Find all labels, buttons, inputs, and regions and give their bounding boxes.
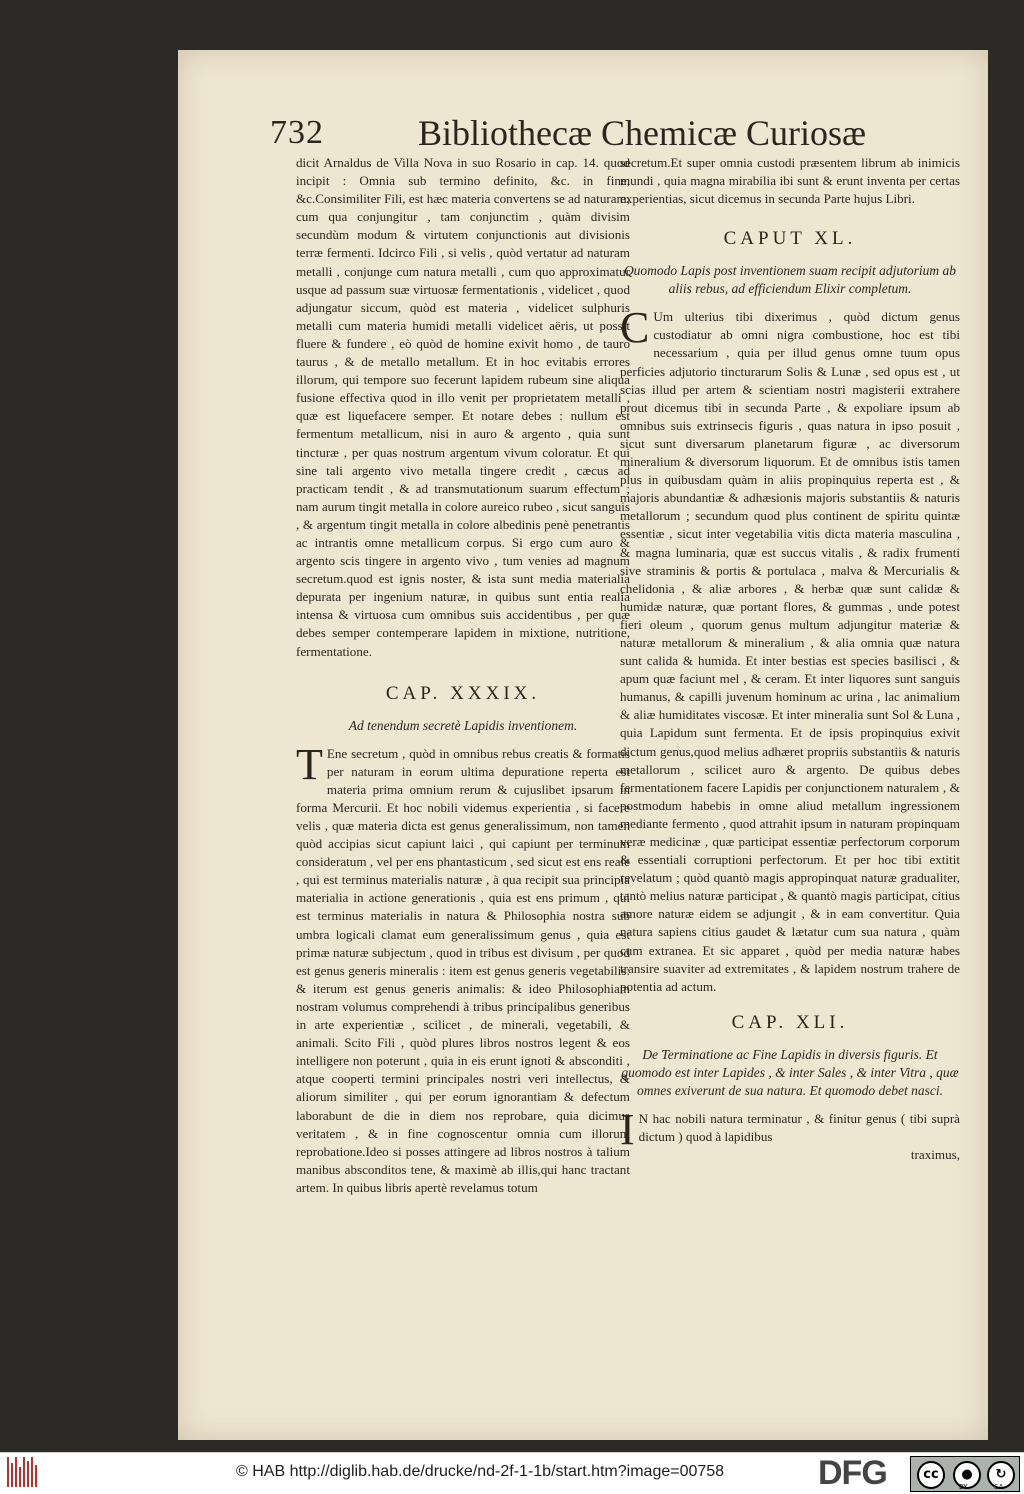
right-column — [620, 154, 960, 1164]
chapter-39-subtitle: Ad tenendum secretè Lapidis inventionem. — [348, 717, 578, 733]
by-attribution-icon: ● — [953, 1461, 981, 1489]
chapter-41-heading: CAP. XLI. — [731, 1011, 849, 1033]
chapter-39-heading: CAP. XXXIX. — [385, 682, 541, 704]
page-number: 732 — [270, 114, 324, 151]
left-column — [296, 154, 630, 1197]
drop-cap-t: T — [296, 739, 323, 789]
share-alike-icon: ↻ — [987, 1461, 1015, 1489]
running-head — [270, 112, 970, 156]
right-paragraph-2-text: Um ulterius tibi dixerimus , quòd dictum genus custodiatur ab omni nigra combustione, hoc est tibi necessarium , quia per illud genus omne tuum opus perficies adjutorio tincturarum Solis & Lunæ , sed opus est , ut scias illud per artem & scientiam nostri magisterii extrahere prout dicemus tibi in secunda Parte , & expoliare ipsum ab omnibus suis extrinsecis figuris , quas natura in ipso posuit , sicut sunt diversarum planetarum figuræ , ac diversorum mineralium & diversorum liquorum. Et de omnibus istis tamen plus in quibusdam quàm in aliis propinquius reperta est , & majoris abundantiæ & adhæsionis majoris substantiis & naturis metallorum ; secundum quod plus continent de spiritu quintæ essentiæ , sicut inter vegetabilia vitis dicta materia masculina , & magna luminaria, quæ est succus vitalis , & radix frumenti sive straminis & portis & portulaca , malva & Mercurialis & chelidonia , & aliæ arbores , & herbæ quæ sunt calidæ & humidæ naturæ, quæ portant flores, & gummas , unde potest fieri oleum , quorum genus multum adjungitur materiæ & naturæ metallorum & mineralium , & alia omnia quæ natura sunt calida & humida. Et inter bestias est species basilisci , & apum quæ faciunt mel , & ceram. Et inter liquores sunt sanguis humanus, & capilli juvenum hominum ac urina , lac animalium & aliæ humiditates viscosæ. Et inter mineralia sunt Sol & Luna , quia Lapidum sunt fermenta. Et de ipsis propinquius exivit dictum genus,quod melius adhæret propriis substantiis & naturis metallorum , scilicet auro & argento. De quibus debes fermentationem facere Lapidis per conjunctionem naturalem , & postmodum habebis in omne aliud metallum ingressionem mediante fermento , quod attrahit ipsum in naturam propinquam veræ medicinæ , quæ participat essentiæ perfectorum corporum & essentiali corruptioni perfectorum. Et per hoc tibi extitit revelatum ; quòd quantò magis appropinquat naturæ gradualiter, tantò melius naturæ participat , & quantò magis participat, citius amore naturæ eidem se adjungit , & in eam convertitur. Quia natura sapiens citius gaudet & lætatur cum sua natura , quàm cum extranea. Et sic apparet , quòd per media naturæ habes transire suaviter ad extremitates , & lapidem nostrum trahere de potentia ad actum. — [620, 309, 960, 994]
chapter-41-subtitle: De Terminatione ac Fine Lapidis in diversis figuris. Et quomodo est inter Lapides , & inter Sales , & inter Vitra , quæ omnes exiverunt de sua natura. Et quomodo debet nasci. — [621, 1046, 959, 1098]
by-label: BY — [959, 1483, 968, 1491]
right-paragraph-3 — [620, 1104, 960, 1154]
sa-label: SA — [994, 1483, 1004, 1491]
running-title: Bibliothecæ Chemicæ Curiosæ — [418, 113, 866, 153]
dfg-logo: DFG — [818, 1454, 887, 1492]
hab-logo-icon — [6, 1457, 40, 1489]
drop-cap-c: C — [620, 303, 650, 353]
right-paragraph-1: secretum.Et super omnia custodi præsentem librum ab inimicis mundi , quia magna mirabilia ibi sunt & erunt inventa per certas experientias, sicut dicemus in secunda Parte hujus Libri. — [620, 155, 960, 207]
book-page — [178, 50, 988, 1440]
permalink-link[interactable]: © HAB http://diglib.hab.de/drucke/nd-2f-1-1b/start.htm?image=00758 — [236, 1463, 725, 1480]
drop-cap-i: I — [620, 1104, 635, 1154]
left-paragraph-2-text: Ene secretum , quòd in omnibus rebus creatis & formatis per naturam in eorum ultima depuratione reperta est materia prima omnium rerum & cujuslibet ipsarum in forma Mercurii. Et hoc nobili videmus experientia , si facere velis , quæ materia dicta est genus generalissimum, non tamen quòd accipias sicut capiunt laici , qui capiunt per terminum consideratum , vel per ens phantasticum , sed sicut est ens reale , qui est terminus materialis naturæ , à qua recipit sua principia materialia in actione generationis , quia est ens primum , qui est terminus materialis in natura & Philosophia nostra sub umbra logicali clamat eum generalissimum genus , quia est primæ naturæ subjectum , quod in tribus est divisum , per quod est genus generis mineralis : item est genus generis vegetabilis: & iterum est genus generis animalis: & ideo Philosophiam nostram volumus comprehendi à tribus principalibus generibus in arte experientiæ , scilicet , de minerali, vegetabili, & animali. Scito Fili , quòd plures libros nostros legent & eos intelligere non poterunt , quia in eis erunt ignoti & absconditi , atque cooperti termini principales nostri veri intellectus, & aliorum similiter , qui per eorum ignorantiam & defectum laborabunt de die in diem nos reprobare, quia dicimus veritatem , & in fine cognoscentur omnia cum illorum reprobatione.Ideo si posses attingere ad libros nostros à talium manibus absconditos tene, & maximè ab illis,qui hanc tractant artem. In quibus libris apertè revelamus totum — [296, 745, 630, 1195]
catchword: traximus, — [910, 1147, 960, 1163]
left-paragraph-1: dicit Arnaldus de Villa Nova in suo Rosario in cap. 14. quod incipit : Omnia sub termino definito, &c. in fine, &c.Consimiliter Fili, est hæc materia convertens se ad naturam, cum qua conjungitur , tam conjunctim , quàm divisim secundùm modum & virtutem conjunctionis aut divisionis terræ fermenti. Idcirco Fili , si velis , quòd vertatur ad naturam metalli , conjunge cum natura metalli , cum quo approximatur usque ad passum suæ virtuosæ fermentationis , videlicet , quod adjungatur siccum, quòd est materia , videlicet sulphuris metalli cum materia humidi metalli videlicet aëris, ut possit fluere & fundere , eò quòd de homine exivit homo , de tauro taurus , & de metallo metallum. Et in hoc evitabis errores illorum, qui tempore suo fecerunt lapidem rubeum sine aliqua fusione effectiva quod in illo venit per proprietatem metalli , quæ est liquefacere semper. Et notare debes : nullum est fermentum metallicum, nisi in auro & argento , quia sunt tincturæ , per quas nostrum argentum vivum coloratur. Et qui sine tali argento vivo metalla tingere credit , cæcus ad practicam tendit , & ad transmutationum suarum effectum ; nam aurum tingit metalla in colore aureico rubeo , sicut sanguis , & argentum tingit metalla in colore albedinis penè penetrantis ac intrantis omne metallicum corpus. Si ergo cum auro & argento scis tingere in argento vivo , tum venies ad magnum secretum.quod est ignis noster, & ista sunt media materialia depurata per ingenium naturæ, in quibus sunt entia realia intensa & virtuosa cum omnibus suis accidentibus , per quæ debes semper contemperare lapidem in mixtione, nutritione, fermentatione. — [296, 155, 630, 659]
right-paragraph-2 — [620, 303, 960, 996]
chapter-40-subtitle: Quomodo Lapis post inventionem suam recipit adjutorium ab aliis rebus, ad efficiendum Elixir completum. — [623, 263, 957, 297]
left-paragraph-2 — [296, 739, 630, 1197]
footer-bar — [0, 1452, 1024, 1494]
cc-license-badge[interactable] — [910, 1456, 1020, 1492]
right-paragraph-3-text: N hac nobili natura terminatur , & finitur genus ( tibi suprà dictum ) quod à lapidibus — [638, 1110, 960, 1144]
chapter-40-heading: CAPUT XL. — [723, 228, 857, 250]
cc-icon: cc — [917, 1461, 945, 1489]
